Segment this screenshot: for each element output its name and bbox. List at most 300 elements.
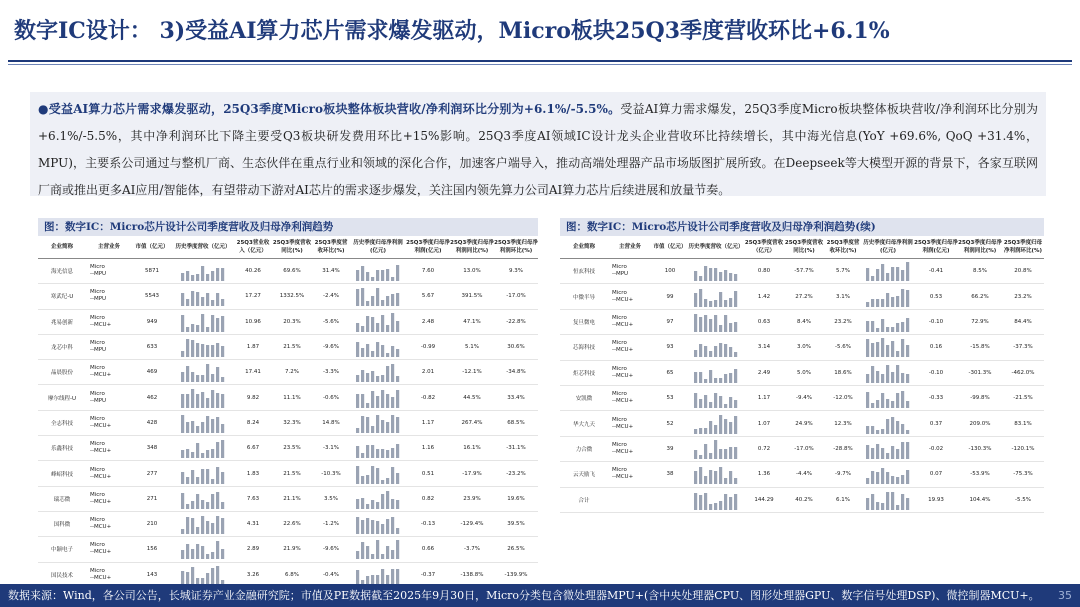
- revenue-bar: [734, 322, 737, 332]
- revenue-bar: [709, 268, 712, 281]
- net-profit-yoy: 16.1%: [450, 436, 494, 461]
- sparkline-chart: [355, 337, 401, 357]
- revenue-bar: [714, 315, 717, 332]
- q3-net-profit: -0.10: [914, 360, 958, 385]
- net-profit-bar: [381, 494, 384, 509]
- revenue-bar: [216, 417, 219, 433]
- business-category: Micro: [90, 365, 105, 372]
- revenue-bar: [734, 369, 737, 383]
- revenue-sparkline: [172, 309, 234, 334]
- net-profit-bar: [391, 467, 394, 484]
- revenue-bar: [206, 450, 209, 458]
- company-name: 合计: [560, 487, 608, 512]
- revenue-bar: [181, 293, 184, 306]
- net-profit-bar: [366, 373, 369, 382]
- revenue-bar: [714, 440, 717, 459]
- revenue-bar: [724, 478, 727, 484]
- company-name: 力合微: [560, 436, 608, 461]
- net-profit-bar: [866, 321, 869, 332]
- revenue-bar: [729, 298, 732, 307]
- q3-net-profit: 0.82: [406, 486, 450, 511]
- revenue-bar: [211, 315, 214, 332]
- company-name: 兆易创新: [38, 309, 86, 334]
- net-profit-bar: [371, 371, 374, 382]
- revenue-bar: [181, 273, 184, 281]
- table-row: [560, 335, 1044, 360]
- net-profit-bar: [371, 317, 374, 332]
- sparkline-chart: [180, 312, 226, 332]
- net-profit-bar: [881, 393, 884, 408]
- company-name: 中微半导: [560, 284, 608, 309]
- revenue-bar: [699, 344, 702, 357]
- net-profit-bar: [381, 345, 384, 357]
- sparkline-chart: [180, 337, 226, 357]
- revenue-bar: [694, 372, 697, 383]
- revenue-bar: [714, 378, 717, 383]
- revenue-qoq: -9.7%: [824, 462, 862, 487]
- sparkline-chart: [865, 261, 911, 281]
- sparkline-chart: [865, 414, 911, 434]
- net-profit-bar: [386, 269, 389, 281]
- net-profit-bar: [876, 400, 879, 408]
- q3-revenue: 4.31: [234, 511, 272, 536]
- revenue-bar: [196, 494, 199, 509]
- revenue-bar: [186, 299, 189, 306]
- revenue-bar: [181, 529, 184, 534]
- table-row: [38, 284, 538, 309]
- sparkline-chart: [693, 261, 739, 281]
- net-profit-bar: [356, 428, 359, 433]
- table-row: [38, 259, 538, 284]
- net-profit-bar: [366, 445, 369, 458]
- business-cell: [86, 334, 132, 359]
- company-name: 全志科技: [38, 410, 86, 435]
- revenue-bar: [729, 397, 732, 408]
- q3-net-profit: 7.60: [406, 259, 450, 284]
- sparkline-chart: [180, 514, 226, 534]
- revenue-bar: [734, 400, 737, 408]
- table-row: [38, 486, 538, 511]
- revenue-bar: [221, 346, 224, 357]
- market-cap: 156: [132, 537, 172, 562]
- market-cap: 348: [132, 436, 172, 461]
- net-profit-sparkline: [862, 462, 914, 487]
- net-profit-bar: [381, 554, 384, 559]
- net-profit-bar: [366, 417, 369, 433]
- net-profit-bar: [901, 424, 904, 434]
- revenue-bar: [221, 424, 224, 433]
- net-profit-sparkline: [862, 259, 914, 284]
- sparkline-chart: [355, 388, 401, 408]
- net-profit-qoq: -37.3%: [1002, 335, 1044, 360]
- net-profit-bar: [886, 419, 889, 434]
- q3-net-profit: -0.33: [914, 385, 958, 410]
- revenue-qoq: -5.6%: [824, 335, 862, 360]
- revenue-bar: [206, 554, 209, 559]
- q3-net-profit: -0.13: [406, 511, 450, 536]
- revenue-bar: [186, 422, 189, 433]
- revenue-qoq: -9.6%: [312, 537, 350, 562]
- q3-net-profit: 0.66: [406, 537, 450, 562]
- net-profit-sparkline: [350, 486, 406, 511]
- revenue-sparkline: [172, 360, 234, 385]
- column-header: 25Q3季度归母净利润环比(%): [494, 236, 538, 259]
- revenue-yoy: 32.3%: [272, 410, 312, 435]
- net-profit-bar: [391, 499, 394, 509]
- net-profit-bar: [361, 326, 364, 332]
- table-header-row: [560, 236, 1044, 259]
- net-profit-bar: [901, 270, 904, 281]
- net-profit-bar: [381, 480, 384, 484]
- table-row: [560, 411, 1044, 436]
- net-profit-bar: [906, 290, 909, 307]
- revenue-bar: [724, 494, 727, 510]
- net-profit-bar: [886, 453, 889, 459]
- business-category: Micro: [612, 391, 627, 398]
- business-category: Micro: [612, 441, 627, 448]
- net-profit-bar: [356, 551, 359, 559]
- right-data-table: [560, 236, 1044, 513]
- net-profit-bar: [871, 448, 874, 459]
- revenue-bar: [699, 467, 702, 484]
- q3-net-profit: 2.01: [406, 360, 450, 385]
- q3-revenue: 10.96: [234, 309, 272, 334]
- revenue-qoq: -3.3%: [312, 360, 350, 385]
- market-cap: 210: [132, 511, 172, 536]
- net-profit-bar: [881, 429, 884, 434]
- net-profit-sparkline: [862, 309, 914, 334]
- net-profit-bar: [391, 294, 394, 306]
- revenue-bar: [206, 345, 209, 357]
- sparkline-chart: [693, 490, 739, 510]
- revenue-bar: [724, 374, 727, 383]
- revenue-bar: [719, 325, 722, 332]
- net-profit-bar: [356, 289, 359, 306]
- net-profit-qoq: 19.6%: [494, 486, 538, 511]
- business-cell: [86, 461, 132, 486]
- sparkline-chart: [180, 438, 226, 458]
- q3-revenue: 0.63: [744, 309, 784, 334]
- sparkline-chart: [180, 539, 226, 559]
- revenue-bar: [216, 268, 219, 281]
- net-profit-bar: [891, 372, 894, 383]
- net-profit-bar: [906, 498, 909, 510]
- net-profit-bar: [356, 499, 359, 509]
- net-profit-bar: [871, 321, 874, 332]
- revenue-bar: [191, 389, 194, 408]
- revenue-bar: [699, 428, 702, 434]
- table-row: [560, 436, 1044, 461]
- net-profit-bar: [876, 430, 879, 434]
- revenue-sparkline: [172, 385, 234, 410]
- net-profit-bar: [361, 498, 364, 509]
- net-profit-sparkline: [862, 335, 914, 360]
- revenue-sparkline: [172, 259, 234, 284]
- net-profit-sparkline: [350, 309, 406, 334]
- business-subcategory: --MCU+: [90, 524, 112, 531]
- net-profit-yoy: -99.8%: [958, 385, 1002, 410]
- market-cap: 271: [132, 486, 172, 511]
- revenue-bar: [181, 550, 184, 559]
- net-profit-bar: [356, 446, 359, 458]
- revenue-yoy: 22.6%: [272, 511, 312, 536]
- revenue-bar: [221, 268, 224, 281]
- net-profit-qoq: -31.1%: [494, 436, 538, 461]
- column-header: 25Q3季度营收同比(%): [272, 236, 312, 259]
- business-category: Micro: [90, 517, 105, 524]
- table-body: [38, 259, 538, 588]
- sparkline-chart: [865, 363, 911, 383]
- revenue-bar: [181, 394, 184, 408]
- net-profit-bar: [876, 328, 879, 332]
- revenue-qoq: 12.3%: [824, 411, 862, 436]
- business-subcategory: --MCU+: [90, 574, 112, 581]
- q3-net-profit: 0.07: [914, 462, 958, 487]
- data-source-note: 数据来源：Wind，各公司公告，长城证券产业金融研究院；市值及PE数据截至2025年9月30日，Micro分类包含微处理器MPU+(含中央处理器CPU、图形处理器GPU、数字信号处理DSP)、微控制器MCU+。: [8, 589, 1040, 602]
- column-header: 历史季度归母净利润(亿元): [350, 236, 406, 259]
- net-profit-bar: [376, 521, 379, 534]
- net-profit-yoy: 47.1%: [450, 309, 494, 334]
- net-profit-sparkline: [350, 360, 406, 385]
- net-profit-bar: [881, 264, 884, 281]
- net-profit-sparkline: [350, 537, 406, 562]
- business-subcategory: --MCU+: [612, 321, 634, 328]
- business-subcategory: --MCU+: [612, 347, 634, 354]
- q3-revenue: 1.36: [744, 462, 784, 487]
- column-header: 企业简称: [38, 236, 86, 259]
- revenue-bar: [734, 447, 737, 459]
- revenue-bar: [699, 399, 702, 408]
- revenue-bar: [211, 300, 214, 306]
- market-cap: 38: [652, 462, 688, 487]
- net-profit-bar: [896, 351, 899, 357]
- right-table-panel: [560, 218, 1044, 513]
- revenue-bar: [206, 293, 209, 306]
- net-profit-sparkline: [350, 461, 406, 486]
- revenue-bar: [206, 521, 209, 534]
- revenue-bar: [719, 415, 722, 434]
- net-profit-bar: [386, 478, 389, 484]
- revenue-bar: [201, 453, 204, 458]
- net-profit-bar: [896, 449, 899, 459]
- revenue-bar: [206, 502, 209, 509]
- revenue-bar: [709, 402, 712, 408]
- net-profit-yoy: -130.3%: [958, 436, 1002, 461]
- revenue-bar: [724, 449, 727, 459]
- net-profit-bar: [396, 569, 399, 585]
- net-profit-bar: [386, 546, 389, 559]
- revenue-bar: [714, 346, 717, 357]
- sparkline-chart: [180, 362, 226, 382]
- revenue-bar: [704, 266, 707, 281]
- business-cell: [608, 385, 652, 410]
- business-cell: [608, 436, 652, 461]
- revenue-bar: [221, 316, 224, 332]
- net-profit-bar: [391, 277, 394, 281]
- column-header: 25Q3季度归母净利润同比(%): [958, 236, 1002, 259]
- revenue-bar: [181, 315, 184, 332]
- net-profit-bar: [376, 396, 379, 408]
- net-profit-bar: [361, 288, 364, 306]
- net-profit-sparkline: [350, 284, 406, 309]
- revenue-yoy: 6.8%: [272, 562, 312, 587]
- sparkline-chart: [180, 464, 226, 484]
- business-category: Micro: [90, 390, 105, 397]
- business-subcategory: --MCU+: [612, 474, 634, 481]
- revenue-bar: [186, 572, 189, 585]
- net-profit-bar: [391, 448, 394, 458]
- net-profit-bar: [891, 417, 894, 434]
- business-category: Micro: [90, 491, 105, 498]
- business-subcategory: --MPU: [90, 271, 107, 278]
- revenue-qoq: 18.6%: [824, 360, 862, 385]
- sparkline-chart: [693, 287, 739, 307]
- revenue-sparkline: [172, 537, 234, 562]
- net-profit-sparkline: [350, 334, 406, 359]
- revenue-bar: [181, 493, 184, 509]
- revenue-bar: [709, 421, 712, 434]
- sparkline-chart: [865, 337, 911, 357]
- net-profit-bar: [871, 343, 874, 357]
- table-row: [38, 511, 538, 536]
- revenue-bar: [221, 377, 224, 382]
- sparkline-chart: [693, 363, 739, 383]
- revenue-bar: [719, 501, 722, 510]
- revenue-bar: [216, 343, 219, 357]
- revenue-bar: [191, 372, 194, 382]
- net-profit-bar: [866, 302, 869, 307]
- q3-net-profit: -0.99: [406, 334, 450, 359]
- net-profit-bar: [376, 323, 379, 332]
- q3-net-profit: -0.41: [914, 259, 958, 284]
- revenue-bar: [196, 527, 199, 534]
- net-profit-bar: [901, 475, 904, 484]
- revenue-bar: [734, 291, 737, 307]
- business-cell: [608, 284, 652, 309]
- net-profit-bar: [901, 391, 904, 408]
- revenue-qoq: -5.6%: [312, 309, 350, 334]
- revenue-bar: [694, 493, 697, 510]
- net-profit-bar: [361, 542, 364, 559]
- market-cap: 5871: [132, 259, 172, 284]
- q3-net-profit: 0.16: [914, 335, 958, 360]
- revenue-qoq: 31.4%: [312, 259, 350, 284]
- sparkline-chart: [355, 464, 401, 484]
- business-subcategory: --MPU: [612, 271, 629, 278]
- column-header: 市值（亿元）: [652, 236, 688, 259]
- net-profit-bar: [906, 442, 909, 459]
- company-name: 摩尔线程-U: [38, 385, 86, 410]
- revenue-bar: [206, 469, 209, 484]
- title-divider-thin: [8, 64, 1072, 65]
- net-profit-bar: [881, 448, 884, 459]
- market-cap: 52: [652, 411, 688, 436]
- revenue-bar: [201, 500, 204, 509]
- net-profit-bar: [396, 528, 399, 534]
- net-profit-bar: [866, 268, 869, 281]
- table-row: [560, 360, 1044, 385]
- net-profit-bar: [371, 351, 374, 357]
- net-profit-yoy: 23.9%: [450, 486, 494, 511]
- revenue-bar: [216, 442, 219, 458]
- summary-box: [30, 92, 1046, 196]
- net-profit-bar: [881, 503, 884, 510]
- net-profit-qoq: 26.5%: [494, 537, 538, 562]
- net-profit-bar: [906, 430, 909, 434]
- sparkline-chart: [180, 489, 226, 509]
- sparkline-chart: [355, 539, 401, 559]
- revenue-bar: [719, 467, 722, 484]
- market-cap: [652, 487, 688, 512]
- revenue-bar: [704, 395, 707, 408]
- net-profit-bar: [891, 267, 894, 281]
- net-profit-bar: [891, 446, 894, 459]
- net-profit-sparkline: [350, 511, 406, 536]
- business-cell: [608, 411, 652, 436]
- revenue-bar: [186, 327, 189, 332]
- revenue-bar: [704, 444, 707, 459]
- table-row: [38, 334, 538, 359]
- market-cap: 99: [652, 284, 688, 309]
- summary-body: 受益AI算力需求爆发，25Q3季度Micro板块整体板块营收/净利润环比分别为+6.1%/-5.5%，其中净利润环比下降主要受Q3板块研发费用环比+15%影响。25Q3季度AI领域IC设计龙头企业营收环比持续增长，其中海光信息(YoY +69.6%, QoQ +31.4%，MPU)，主要系公司通过与整机厂商、生态伙伴在重点行业和领域的深化合作，加速客户端导入，推动高端处理器产品市场版图扩展所致。在Deepseek等大模型开源的背景下，各家互联网厂商或推出更多AI应用/智能体，有望带动下游对AI芯片的需求逐步爆发，关注国内领先算力公司AI算力芯片后续进展和放量节奏。: [38, 102, 1038, 197]
- net-profit-bar: [876, 269, 879, 281]
- net-profit-bar: [906, 318, 909, 332]
- q3-net-profit: -0.37: [406, 562, 450, 587]
- revenue-bar: [206, 573, 209, 585]
- revenue-bar: [196, 325, 199, 332]
- net-profit-yoy: -53.9%: [958, 462, 1002, 487]
- net-profit-bar: [376, 468, 379, 484]
- net-profit-bar: [376, 415, 379, 433]
- net-profit-qoq: -462.0%: [1002, 360, 1044, 385]
- net-profit-bar: [896, 505, 899, 510]
- net-profit-bar: [871, 299, 874, 307]
- revenue-bar: [724, 404, 727, 408]
- net-profit-bar: [881, 374, 884, 383]
- revenue-bar: [704, 476, 707, 484]
- revenue-bar: [709, 470, 712, 484]
- column-header: 25Q3季度营收同比(%): [784, 236, 824, 259]
- net-profit-bar: [886, 327, 889, 332]
- net-profit-bar: [386, 366, 389, 382]
- net-profit-yoy: 267.4%: [450, 410, 494, 435]
- revenue-bar: [729, 497, 732, 510]
- revenue-bar: [729, 471, 732, 484]
- revenue-bar: [191, 470, 194, 484]
- business-subcategory: --MCU+: [90, 321, 112, 328]
- q3-revenue: 1.17: [744, 385, 784, 410]
- q3-net-profit: -0.10: [914, 309, 958, 334]
- column-header: 历史季度营收（亿元）: [172, 236, 234, 259]
- market-cap: 469: [132, 360, 172, 385]
- revenue-bar: [694, 314, 697, 332]
- net-profit-bar: [376, 270, 379, 281]
- revenue-bar: [196, 477, 199, 484]
- net-profit-bar: [871, 276, 874, 281]
- net-profit-bar: [366, 518, 369, 534]
- net-profit-bar: [386, 450, 389, 458]
- company-name: 国民技术: [38, 562, 86, 587]
- revenue-bar: [191, 324, 194, 332]
- net-profit-bar: [361, 520, 364, 534]
- net-profit-sparkline: [350, 410, 406, 435]
- revenue-bar: [729, 273, 732, 281]
- net-profit-bar: [906, 470, 909, 484]
- q3-net-profit: 0.37: [914, 411, 958, 436]
- q3-revenue: 2.49: [744, 360, 784, 385]
- revenue-bar: [201, 469, 204, 484]
- revenue-qoq: -1.2%: [312, 511, 350, 536]
